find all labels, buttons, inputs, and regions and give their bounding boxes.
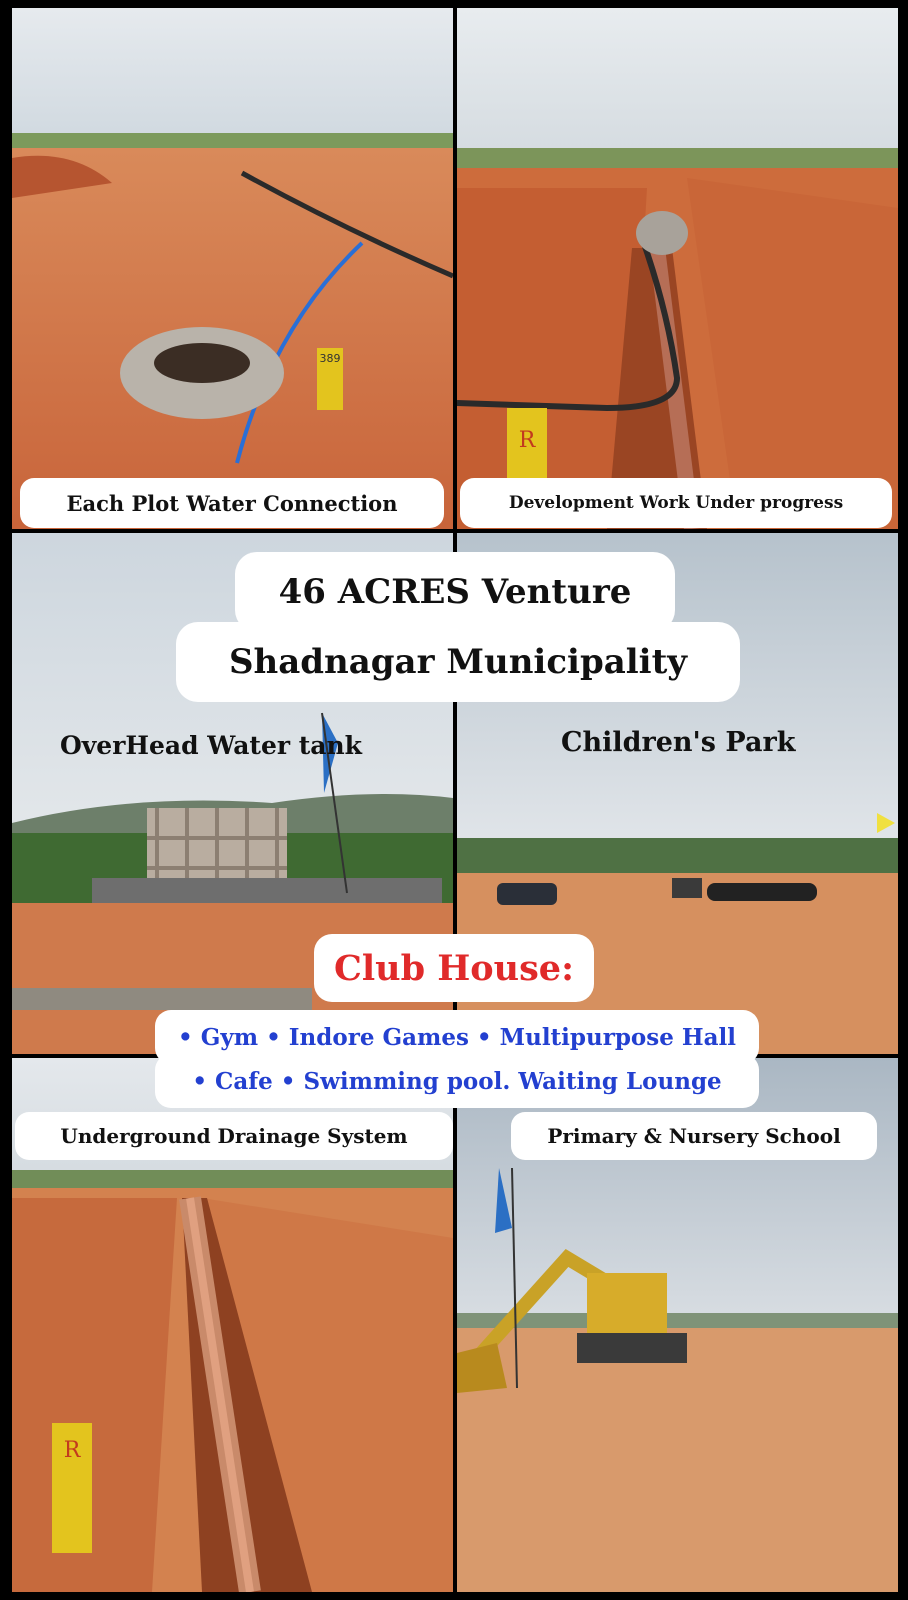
drainage-letter-marker: R xyxy=(63,1438,81,1463)
club-house-heading: Club House: xyxy=(314,934,594,1002)
caption-childrens-park: Children's Park xyxy=(561,727,796,758)
title-line-2: Shadnagar Municipality xyxy=(176,622,740,702)
caption-overhead-tank: OverHead Water tank xyxy=(60,731,362,760)
title-line-1: 46 ACRES Venture xyxy=(235,552,675,632)
caption-water-connection: Each Plot Water Connection xyxy=(20,478,444,528)
photo-development-work xyxy=(457,8,898,529)
caption-drainage: Underground Drainage System xyxy=(15,1112,453,1160)
club-house-amenities-line-2: • Cafe • Swimming pool. Waiting Lounge xyxy=(155,1054,759,1108)
caption-school: Primary & Nursery School xyxy=(511,1112,877,1160)
club-house-amenities-line-1: • Gym • Indore Games • Multipurpose Hall xyxy=(155,1010,759,1064)
plot-letter-marker: R xyxy=(518,428,536,453)
photo-water-connection xyxy=(12,8,453,529)
plot-number-marker: 389 xyxy=(319,352,341,365)
caption-development-work: Development Work Under progress xyxy=(460,478,892,528)
